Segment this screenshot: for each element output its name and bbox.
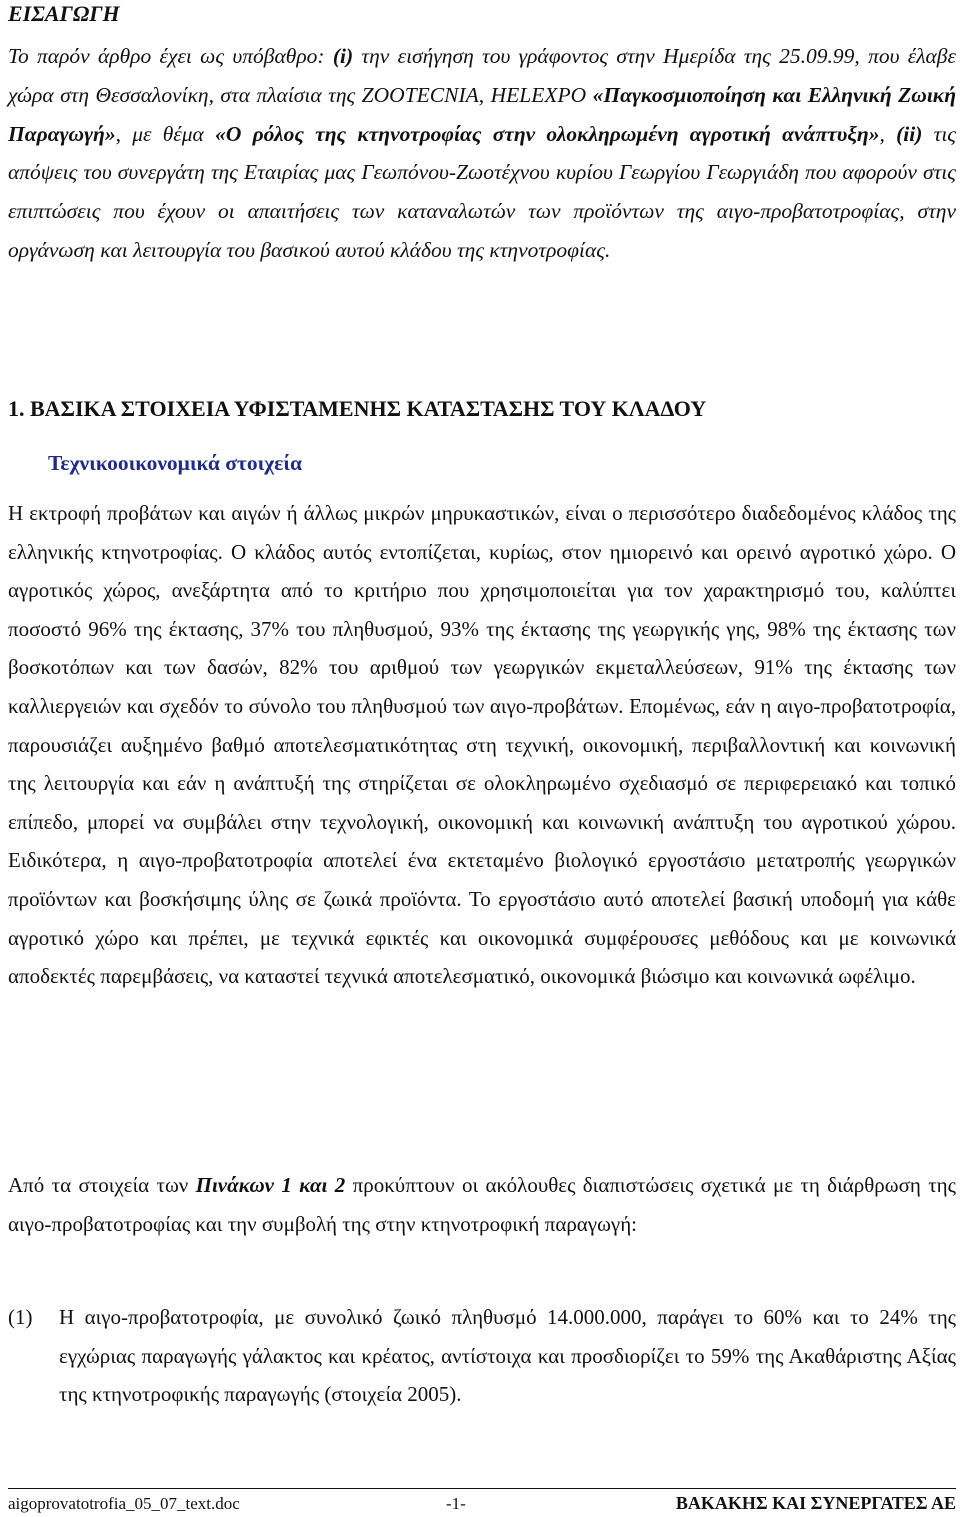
intro-topic-title: «Ο ρόλος της κτηνοτροφίας στην ολοκληρωμένη αγροτική ανάπτυξη» xyxy=(215,121,880,146)
page-footer xyxy=(8,1488,956,1517)
list-item-number: (1) xyxy=(8,1305,33,1329)
intro-text-3: , με θέμα xyxy=(115,121,216,146)
footer-filename: aigoprovatotrofia_05_07_text.doc xyxy=(8,1494,240,1513)
intro-paragraph xyxy=(8,37,956,270)
para2-text-1: Από τα στοιχεία των xyxy=(8,1173,196,1197)
list-item xyxy=(8,1298,956,1414)
para2-text-2: προκύπτουν οι ακόλουθες διαπιστώσεις σχετικά με τη διάρθρωση της αιγο-προβατοτροφίας και την συμβολή της στην κτηνοτροφική παραγωγή: xyxy=(8,1173,956,1236)
list-item-text: Η αιγο-προβατοτροφία, με συνολικό ζωικό πληθυσμό 14.000.000, παράγει το 60% και το 24% της εγχώριας παραγωγής γάλακτος και κρέατος, αντίστοιχα και προσδιορίζει το 59% της Ακαθάριστης Αξίας της κτηνοτροφικής παραγωγής (στοιχεία 2005). xyxy=(59,1305,956,1407)
intro-heading: ΕΙΣΑΓΩΓΗ xyxy=(8,1,120,26)
intro-event-title: «Παγκοσμιοποίηση και Ελληνική Ζωική Παραγωγή» xyxy=(8,82,956,146)
body-paragraph-1: Η εκτροφή προβάτων και αιγών ή άλλως μικρών μηρυκαστικών, είναι ο περισσότερο διαδεδομένος κλάδος της ελληνικής κτηνοτροφίας. Ο κλάδος αυτός εντοπίζεται, κυρίως, στον ημιορεινό και ορεινό αγροτικό χώρο. Ο αγροτικός χώρος, ανεξάρτητα από το κριτήριο που χρησιμοποιείται για τον χαρακτηρισμό του, καλύπτει ποσοστό 96% της έκτασης, 37% του πληθυσμού, 93% της έκτασης της γεωργικής γης, 98% της έκτασης των βοσκοτόπων και των δασών, 82% του αριθμού των γεωργικών εκμεταλλεύσεων, 91% της έκτασης των καλλιεργειών και σχεδόν το σύνολο του πληθυσμού των αιγο-προβάτων. Επομένως, εάν η αιγο-προβατοτροφία, παρουσιάζει αυξημένο βαθμό αποτελεσματικότητας στη τεχνική, οικονομική, περιβαλλοντική και κοινωνική της λειτουργία και εάν η ανάπτυξή της στηρίζεται σε ολοκληρωμένο σχεδιασμό σε περιφερειακό και τοπικό επίπεδο, μπορεί να συμβάλει στην τεχνολογική, οικονομική και κοινωνική ανάπτυξη του αγροτικού χώρου. Ειδικότερα, η αιγο-προβατοτροφία αποτελεί ένα εκτεταμένο βιολογικό εργοστάσιο μετατροπής γεωργικών προϊόντων και βοσκήσιμης ύλης σε ζωικά προϊόντα. Το εργοστάσιο αυτό αποτελεί βασική υποδομή για κάθε αγροτικό χώρο και πρέπει, με τεχνικά εφικτές και οικονομικά συμφέρουσες μεθόδους και με κοινωνικά αποδεκτές παρεμβάσεις, να καταστεί τεχνικά αποτελεσματικό, οικονομικά βιώσιμο και κοινωνικά ωφέλιμο. xyxy=(8,501,956,989)
intro-text-1: Το παρόν άρθρο έχει ως υπόβαθρο: xyxy=(8,44,333,68)
body-paragraph-2 xyxy=(8,1166,956,1243)
footer-company: ΒΑΚΑΚΗΣ ΚΑΙ ΣΥΝΕΡΓΑΤΕΣ ΑΕ xyxy=(675,1493,956,1513)
section-heading: 1. ΒΑΣΙΚΑ ΣΤΟΙΧΕΙΑ ΥΦΙΣΤΑΜΕΝΗΣ ΚΑΤΑΣΤΑΣΗΣ ΤΟΥ ΚΛΑΔΟΥ xyxy=(8,396,707,421)
intro-marker-i: (i) xyxy=(332,44,354,68)
tables-reference: Πινάκων 1 και 2 xyxy=(195,1173,346,1197)
footer-page-number: -1- xyxy=(446,1494,466,1513)
intro-text-5: τις απόψεις του συνεργάτη της Εταιρίας μας Γεωπόνου-Ζωοτέχνου κυρίου Γεωργίου Γεωργιάδη που αφορούν στις επιπτώσεις που έχουν οι απαιτήσεις των καταναλωτών των προϊόντων της αιγο-προβατοτροφίας, στην οργάνωση και λειτουργία του βασικού αυτού κλάδου της κτηνοτροφίας. xyxy=(8,121,957,262)
intro-text-4: , xyxy=(879,121,897,146)
section-subheading: Τεχνικοοικονομικά στοιχεία xyxy=(48,451,303,475)
intro-marker-ii: (ii) xyxy=(896,121,923,146)
intro-text-2: την εισήγηση του γράφοντος στην Ημερίδα της 25.09.99, που έλαβε χώρα στη Θεσσαλονίκη, στα πλαίσια της ZOOTECNIA, HELEXPO xyxy=(8,44,956,107)
